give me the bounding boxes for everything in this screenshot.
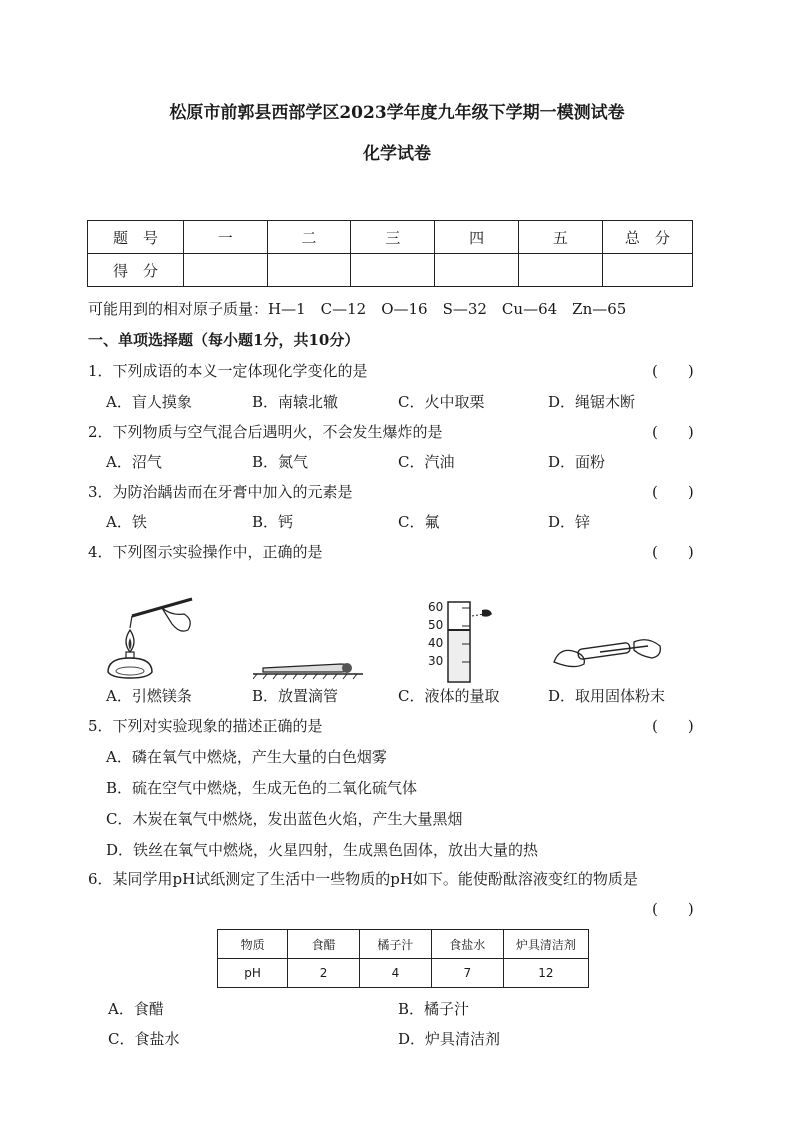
option-a: A．铁 xyxy=(106,513,147,531)
ph-cell: 7 xyxy=(431,959,503,988)
score-header-cell: 二 xyxy=(267,221,351,254)
score-cell[interactable] xyxy=(518,254,602,287)
question-stem: 1．下列成语的本义一定体现化学变化的是 xyxy=(88,362,368,380)
option-c: C．火中取栗 xyxy=(398,393,485,411)
score-cell[interactable] xyxy=(435,254,519,287)
option-b: B．南辕北辙 xyxy=(252,393,339,411)
ph-header-cell: 食醋 xyxy=(288,930,360,959)
option-d: D．绳锯木断 xyxy=(548,393,636,411)
score-cell[interactable] xyxy=(183,254,267,287)
option-c: C．食盐水 xyxy=(108,1030,180,1048)
option-d: D．炉具清洁剂 xyxy=(398,1030,501,1048)
option-c: C．汽油 xyxy=(398,453,455,471)
answer-paren: ( ) xyxy=(652,362,694,380)
question-stem: 6．某同学用pH试纸测定了生活中一些物质的pH如下。能使酚酞溶液变红的物质是 xyxy=(88,870,638,888)
ph-cell: 12 xyxy=(503,959,588,988)
option-d: D．面粉 xyxy=(548,453,606,471)
ph-table xyxy=(217,929,589,988)
ph-header-cell: 物质 xyxy=(218,930,288,959)
question-stem: 2．下列物质与空气混合后遇明火，不会发生爆炸的是 xyxy=(88,423,443,441)
figure-label-a: A．引燃镁条 xyxy=(106,687,192,705)
option-b: B．硫在空气中燃烧，生成无色的二氧化硫气体 xyxy=(106,779,418,797)
cylinder-tick-50: 50 xyxy=(428,618,444,632)
section-heading: 一、单项选择题（每小题1分，共10分） xyxy=(88,331,360,349)
question-stem: 4．下列图示实验操作中，正确的是 xyxy=(88,543,323,561)
score-cell[interactable] xyxy=(351,254,435,287)
powder-test-tube-figure xyxy=(548,628,668,678)
atomic-masses: 可能用到的相对原子质量：H—1 C—12 O—16 S—32 Cu—64 Zn—65 xyxy=(88,300,627,318)
figure-label-d: D．取用固体粉末 xyxy=(548,687,666,705)
option-c: C．木炭在氧气中燃烧，发出蓝色火焰，产生大量黑烟 xyxy=(106,810,463,828)
option-c: C．氟 xyxy=(398,513,440,531)
figure-label-c: C．液体的量取 xyxy=(398,687,500,705)
page-subtitle: 化学试卷 xyxy=(363,144,431,164)
figure-label-b: B．放置滴管 xyxy=(252,687,339,705)
option-b: B．钙 xyxy=(252,513,294,531)
answer-paren: ( ) xyxy=(652,543,694,561)
score-header-cell: 一 xyxy=(183,221,267,254)
score-row-label: 得 分 xyxy=(88,254,184,287)
option-a: A．盲人摸象 xyxy=(106,393,192,411)
option-d: D．锌 xyxy=(548,513,591,531)
cylinder-tick-30: 30 xyxy=(428,654,444,668)
option-a: A．磷在氧气中燃烧，产生大量的白色烟雾 xyxy=(106,748,387,766)
ph-header-cell: 橘子汁 xyxy=(360,930,432,959)
ph-cell: 4 xyxy=(360,959,432,988)
question-stem: 3．为防治龋齿而在牙膏中加入的元素是 xyxy=(88,483,353,501)
score-table xyxy=(87,220,693,287)
option-a: A．食醋 xyxy=(108,1000,164,1018)
score-header-cell: 五 xyxy=(518,221,602,254)
answer-paren: ( ) xyxy=(652,423,694,441)
answer-paren: ( ) xyxy=(652,717,694,735)
ph-cell: pH xyxy=(218,959,288,988)
score-header-cell: 题 号 xyxy=(88,221,184,254)
score-cell[interactable] xyxy=(602,254,692,287)
ph-header-cell: 炉具清洁剂 xyxy=(503,930,588,959)
dropper-on-table-figure xyxy=(253,650,363,680)
question-stem: 5．下列对实验现象的描述正确的是 xyxy=(88,717,323,735)
page-title: 松原市前郭县西部学区2023学年度九年级下学期一模测试卷 xyxy=(169,103,625,123)
option-b: B．橘子汁 xyxy=(398,1000,470,1018)
option-d: D．铁丝在氧气中燃烧，火星四射，生成黑色固体，放出大量的热 xyxy=(106,841,539,859)
score-header-cell: 四 xyxy=(435,221,519,254)
alcohol-lamp-ignite-figure xyxy=(100,594,200,684)
cylinder-tick-40: 40 xyxy=(428,636,444,650)
score-cell[interactable] xyxy=(267,254,351,287)
option-b: B．氮气 xyxy=(252,453,309,471)
cylinder-tick-60: 60 xyxy=(428,600,444,614)
option-a: A．沼气 xyxy=(106,453,162,471)
ph-cell: 2 xyxy=(288,959,360,988)
ph-header-cell: 食盐水 xyxy=(431,930,503,959)
score-header-cell: 总 分 xyxy=(602,221,692,254)
answer-paren: ( ) xyxy=(652,900,694,918)
score-header-cell: 三 xyxy=(351,221,435,254)
answer-paren: ( ) xyxy=(652,483,694,501)
